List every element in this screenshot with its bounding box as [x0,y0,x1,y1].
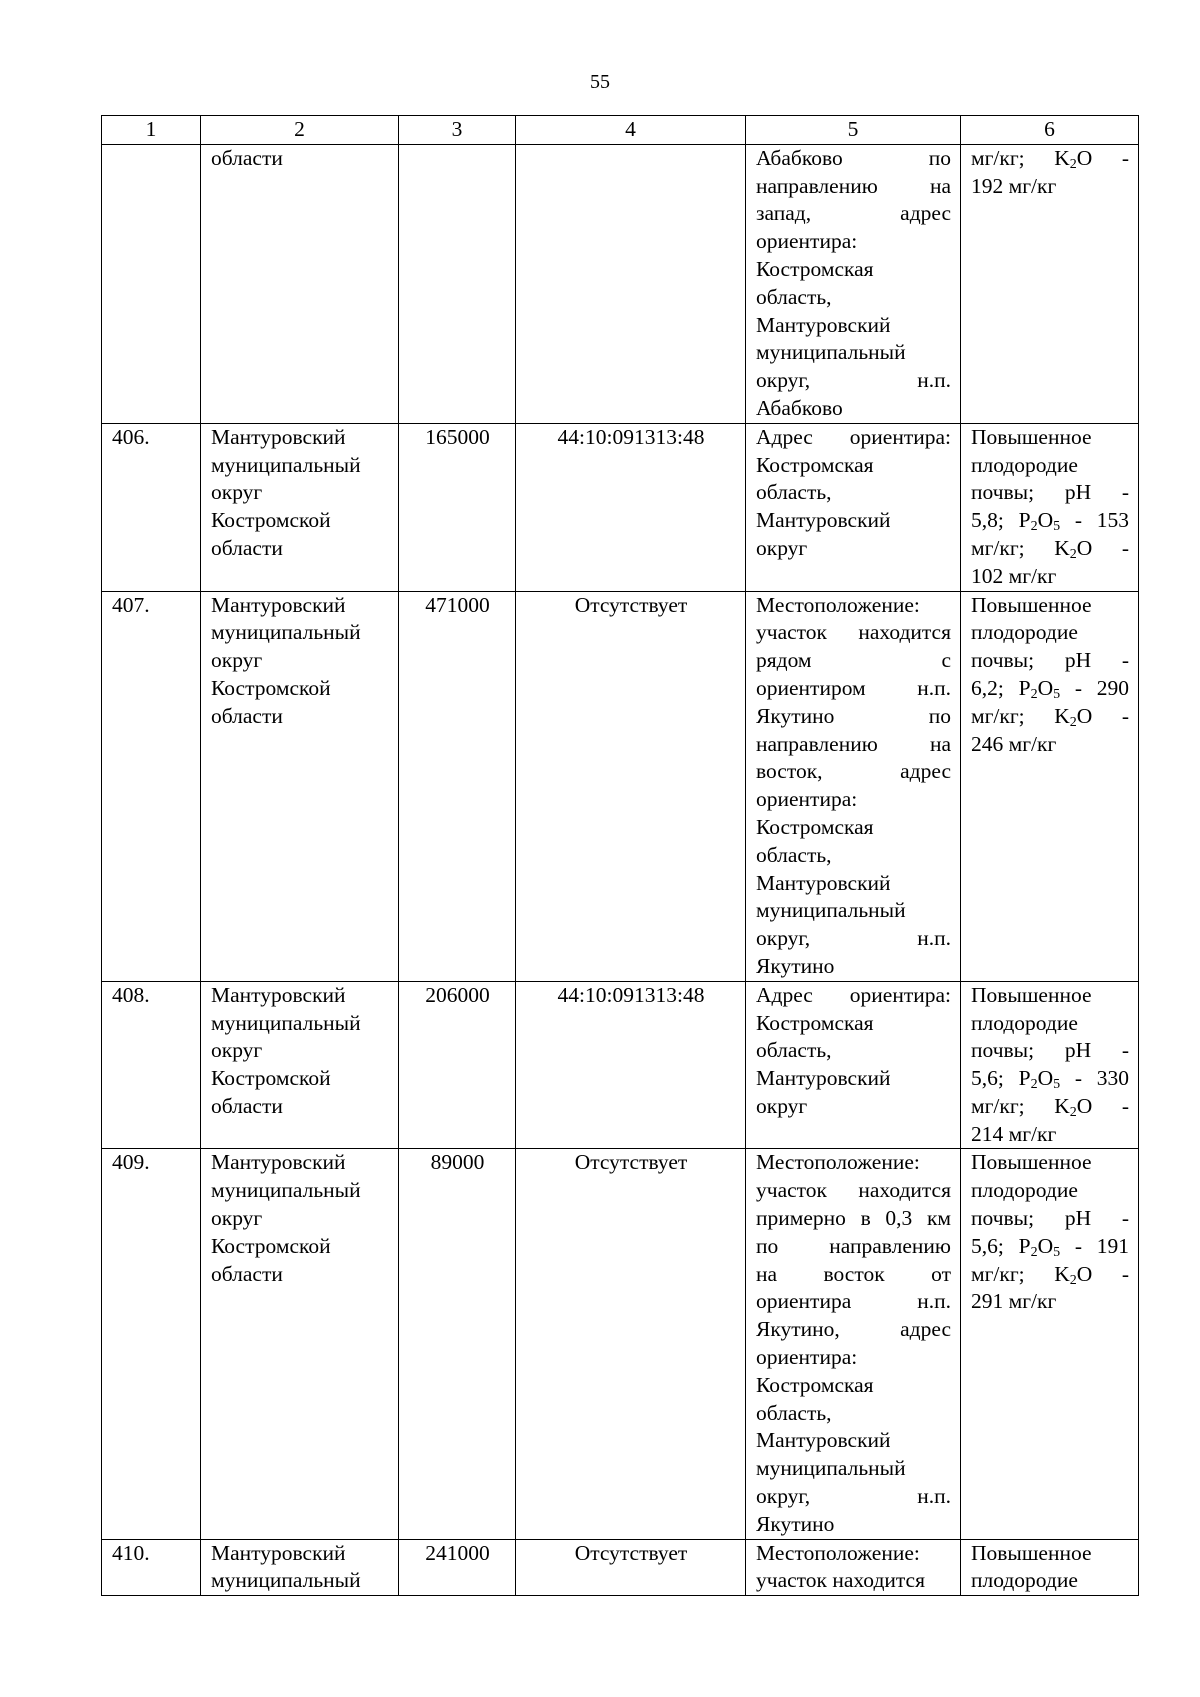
column-header: 5 [746,116,961,145]
text-line: 214 мг/кг [971,1121,1057,1146]
text-line: Мантуровский [211,592,346,617]
text-line: Мантуровский [211,424,346,449]
area-cell: 165000 [399,423,516,591]
text-line: округ, н.п. [756,368,951,393]
text-line: муниципальный [211,1010,361,1035]
text-line: области [211,703,283,728]
cadastral-cell [516,144,746,423]
text-line: Местоположение: [756,592,920,617]
district-cell [201,1149,399,1539]
area-cell: 241000 [399,1539,516,1596]
text-line: рядом с [756,648,951,673]
text-line: область, [756,842,832,867]
text-line: почвы; pH - [971,648,1129,673]
text-line: Мантуровский [211,982,346,1007]
text-line: Мантуровский [756,1066,891,1091]
text-line: округ [211,480,263,505]
table-row-continuation [102,144,1139,423]
soil-cell [961,144,1139,423]
text-line: 246 мг/кг [971,731,1057,756]
text-line: почвы; pH - [971,480,1129,505]
row-number-cell: 406. [102,423,201,591]
location-cell [746,591,961,981]
text-line: ориентира: [756,229,858,254]
text-line: Костромской [211,1233,331,1258]
text-line: Костромская [756,1372,874,1397]
text-line: области [211,1093,283,1118]
text-line: плодородие [971,452,1078,477]
area-cell: 471000 [399,591,516,981]
location-cell [746,144,961,423]
text-line: область, [756,480,832,505]
text-line: Мантуровский [756,1428,891,1453]
text-line: округ, н.п. [756,1484,951,1509]
location-cell [746,423,961,591]
text-line: Якутино, адрес [756,1317,951,1342]
area-cell: 206000 [399,981,516,1149]
row-number-cell: 410. [102,1539,201,1596]
district-cell [201,144,399,423]
text-line: Костромская [756,1010,874,1035]
text-line: округ [756,535,808,560]
text-line: 102 мг/кг [971,563,1057,588]
text-line: направлению на [756,173,951,198]
district-line: области [211,145,283,170]
soil-line: мг/кг; $K_2O$ - [971,1093,1129,1120]
column-header: 4 [516,116,746,145]
text-line: почвы; pH - [971,1038,1129,1063]
text-line: Местоположение: [756,1540,920,1565]
text-line: область, [756,284,832,309]
text-line: 291 мг/кг [971,1289,1057,1314]
text-line: примерно в 0,3 км [756,1206,951,1231]
text-line: ориентира: [756,787,858,812]
row-number-cell: 407. [102,591,201,981]
column-header: 1 [102,116,201,145]
text-line: Повышенное [971,1540,1092,1565]
row-number-cell: 408. [102,981,201,1149]
soil-line: мг/кг; $K_2O$ - [971,703,1129,730]
text-line: участок находится [756,620,951,645]
text-line: муниципальный [756,340,906,365]
text-line: область, [756,1400,832,1425]
text-line: плодородие [971,1178,1078,1203]
text-line: запад, адрес [756,201,951,226]
text-line: Абабково по [756,145,951,170]
text-line: округ [756,1093,808,1118]
district-cell [201,1539,399,1596]
table-row [102,591,1139,981]
text-line: Костромской [211,675,331,700]
text-line: Абабково [756,395,843,420]
soil-line: мг/кг; $K_2O$ - [971,535,1129,562]
text-line: область, [756,1038,832,1063]
column-header: 3 [399,116,516,145]
text-line: Костромской [211,508,331,533]
text-line: муниципальный [211,452,361,477]
column-header: 2 [201,116,399,145]
text-line: восток, адрес [756,759,951,784]
text-line: Мантуровский [211,1540,346,1565]
soil-line: 5,6; $P_2O_5 - 330$ [971,1066,1129,1093]
text-line: почвы; pH - [971,1206,1129,1231]
text-line: плодородие [971,1568,1078,1593]
text-line: ориентиром н.п. [756,675,951,700]
text-line: муниципальный [756,898,906,923]
column-header: 6 [961,116,1139,145]
text-line: Повышенное [971,982,1092,1007]
text-line: Якутино [756,953,835,978]
cadastral-cell: Отсутствует [516,591,746,981]
text-line: области [211,535,283,560]
text-line: ориентира: [756,1345,858,1370]
soil-cell [961,1539,1139,1596]
area-cell: 89000 [399,1149,516,1539]
cadastral-cell: 44:10:091313:48 [516,423,746,591]
text-line: муниципальный [211,620,361,645]
text-line: Повышенное [971,592,1092,617]
text-line: плодородие [971,620,1078,645]
soil-cell [961,423,1139,591]
row-number-cell [102,144,201,423]
text-line: Якутино по [756,703,951,728]
soil-line: мг/кг; $K_2O$ - [971,145,1129,172]
text-line: Якутино [756,1511,835,1536]
soil-line: 192 мг/кг [971,173,1057,198]
text-line: Адрес ориентира: [756,982,951,1007]
soil-line: 5,8; $P_2O_5 - 153$ [971,508,1129,535]
text-line: округ [211,1206,263,1231]
text-line: Костромская [756,814,874,839]
table-row [102,1149,1139,1539]
district-cell [201,591,399,981]
text-line: Повышенное [971,424,1092,449]
soil-cell [961,1149,1139,1539]
soil-cell [961,591,1139,981]
text-line: области [211,1261,283,1286]
district-cell [201,981,399,1149]
text-line: Костромская [756,452,874,477]
text-line: по направлению [756,1233,951,1258]
text-line: Местоположение: [756,1150,920,1175]
table-row [102,981,1139,1149]
location-cell [746,981,961,1149]
text-line: Мантуровский [756,870,891,895]
text-line: Адрес ориентира: [756,424,951,449]
location-cell [746,1149,961,1539]
table-row [102,1539,1139,1596]
text-line: на восток от [756,1261,951,1286]
text-line: Мантуровский [756,508,891,533]
text-line: участок находится [756,1178,951,1203]
table-row [102,423,1139,591]
text-line: Мантуровский [756,312,891,337]
land-plots-table [101,115,1139,1596]
text-line: округ [211,1038,263,1063]
text-line: плодородие [971,1010,1078,1035]
district-cell [201,423,399,591]
text-line: муниципальный [211,1568,361,1593]
table-header-row [102,116,1139,145]
soil-line: 6,2; $P_2O_5 - 290$ [971,675,1129,702]
row-number-cell: 409. [102,1149,201,1539]
text-line: Костромской [211,1066,331,1091]
cadastral-cell: 44:10:091313:48 [516,981,746,1149]
cadastral-cell: Отсутствует [516,1149,746,1539]
text-line: Костромская [756,256,874,281]
soil-line: мг/кг; $K_2O$ - [971,1261,1129,1288]
soil-line: 5,6; $P_2O_5 - 191$ [971,1233,1129,1260]
text-line: муниципальный [211,1178,361,1203]
text-line: Мантуровский [211,1150,346,1175]
text-line: муниципальный [756,1456,906,1481]
location-cell [746,1539,961,1596]
page-number: 55 [590,71,610,93]
cadastral-cell: Отсутствует [516,1539,746,1596]
text-line: ориентира н.п. [756,1289,951,1314]
text-line: направлению на [756,731,951,756]
text-line: округ [211,648,263,673]
text-line: Повышенное [971,1150,1092,1175]
area-cell [399,144,516,423]
text-line: участок находится [756,1568,925,1593]
soil-cell [961,981,1139,1149]
text-line: округ, н.п. [756,926,951,951]
